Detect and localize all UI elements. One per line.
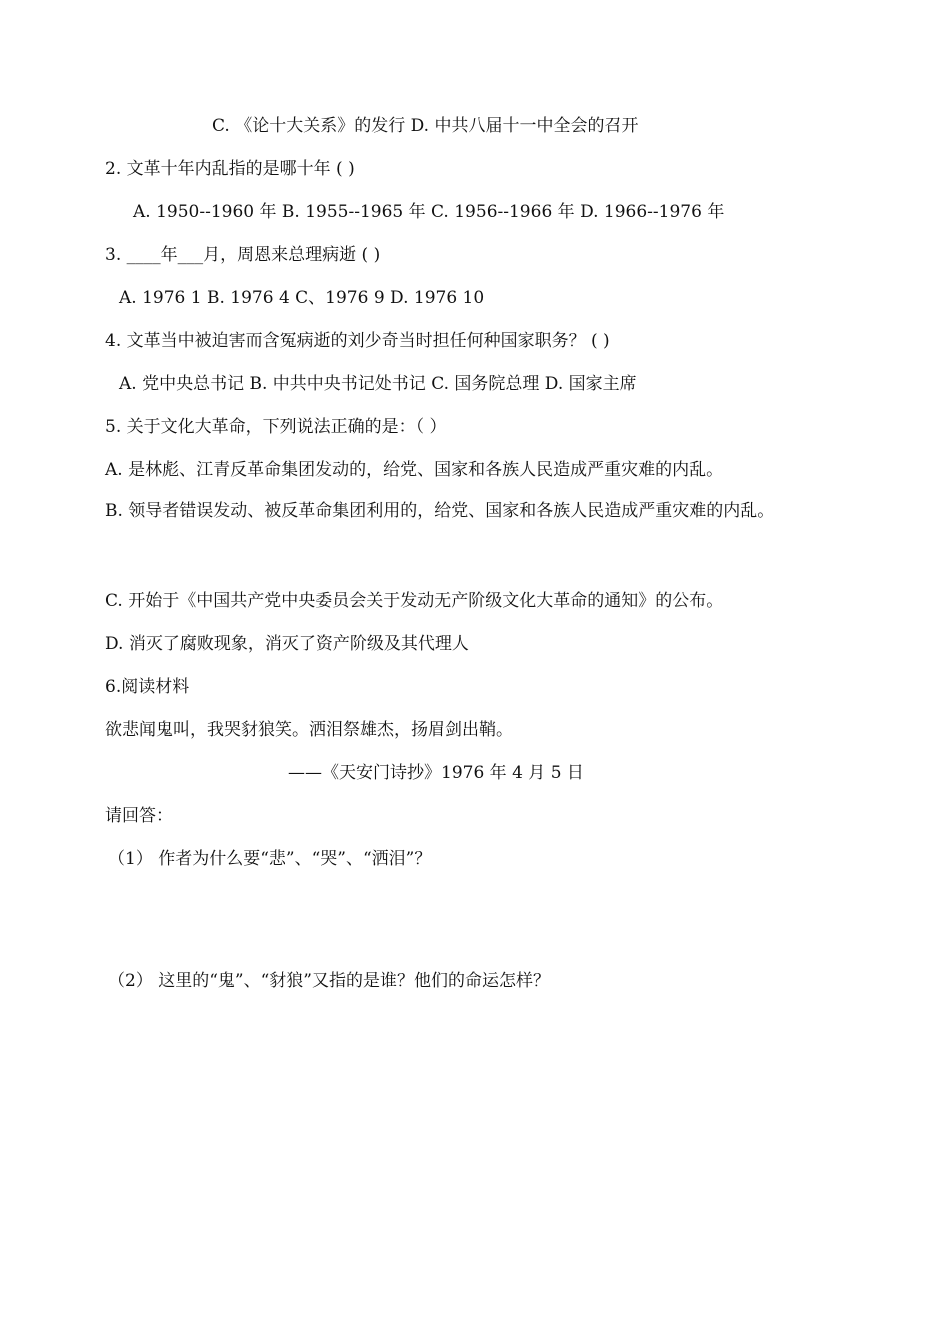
question-3: 3. ____年___月，周恩来总理病逝 ( ) <box>105 245 381 265</box>
question-4: 4. 文革当中被迫害而含冤病逝的刘少奇当时担任何种国家职务？ ( ) <box>105 331 610 351</box>
q1-option-cd: C. 《论十大关系》的发行 D. 中共八届十一中全会的召开 <box>212 116 639 136</box>
question-6: 6.阅读材料 <box>105 677 190 697</box>
poem-text: 欲悲闻鬼叫，我哭豺狼笑。洒泪祭雄杰，扬眉剑出鞘。 <box>105 720 513 740</box>
question-2: 2. 文革十年内乱指的是哪十年 ( ) <box>105 159 355 179</box>
q5-option-c: C. 开始于《中国共产党中央委员会关于发动无产阶级文化大革命的通知》的公布。 <box>105 591 724 611</box>
q5-option-b: B. 领导者错误发动、被反革命集团利用的，给党、国家和各族人民造成严重灾难的内乱。 <box>105 501 775 521</box>
answer-prompt: 请回答： <box>105 806 173 826</box>
q4-options: A. 党中央总书记 B. 中共中央书记处书记 C. 国务院总理 D. 国家主席 <box>119 374 637 394</box>
q3-options: A. 1976 1 B. 1976 4 C、1976 9 D. 1976 10 <box>119 288 485 308</box>
sub-question-1: （1） 作者为什么要“悲”、“哭”、“洒泪”？ <box>108 849 432 869</box>
q5-option-a: A. 是林彪、江青反革命集团发动的，给党、国家和各族人民造成严重灾难的内乱。 <box>105 460 724 480</box>
q2-options: A. 1950--1960 年 B. 1955--1965 年 C. 1956--1966 年 D. 1966--1976 年 <box>133 202 725 222</box>
poem-source: ——《天安门诗抄》1976 年 4 月 5 日 <box>288 763 584 783</box>
q5-option-d: D. 消灭了腐败现象，消灭了资产阶级及其代理人 <box>105 634 469 654</box>
sub-question-2: （2） 这里的“鬼”、“豺狼”又指的是谁？他们的命运怎样？ <box>108 971 550 991</box>
question-5: 5. 关于文化大革命，下列说法正确的是：（ ） <box>105 417 447 437</box>
